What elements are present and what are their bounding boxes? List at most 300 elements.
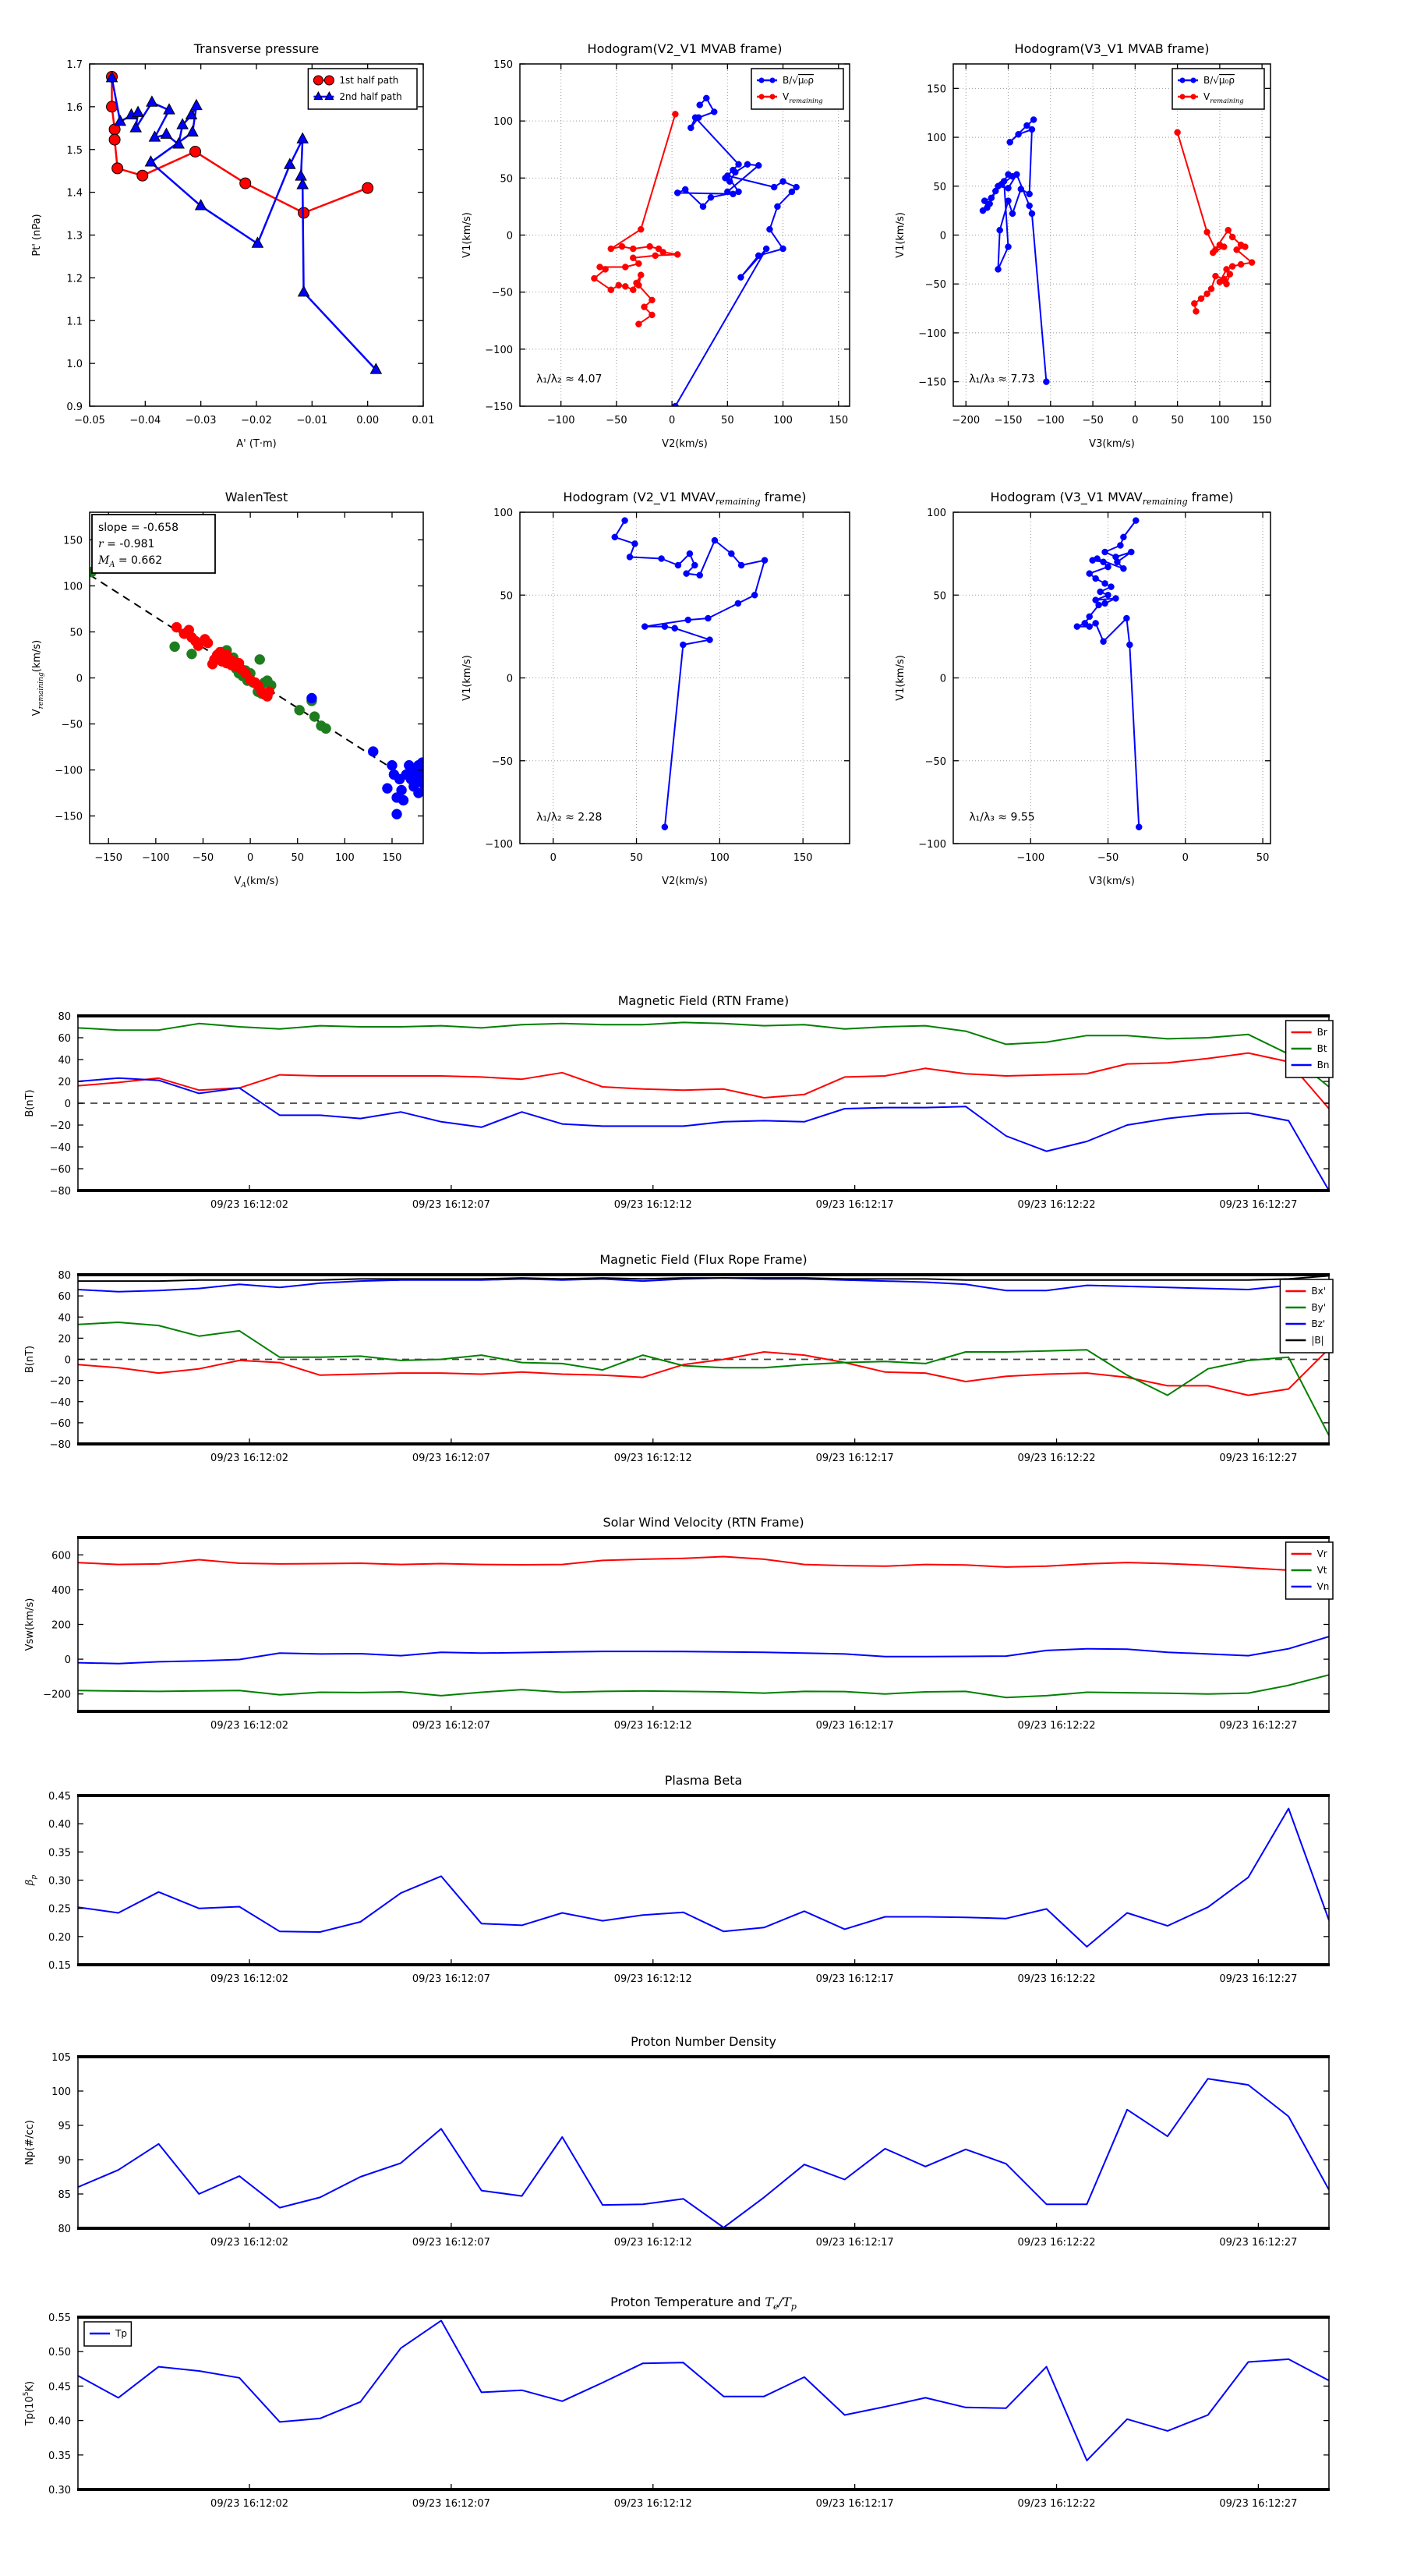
- xtick-label: 09/23 16:12:22: [1017, 1720, 1096, 1732]
- marker-B: [736, 189, 742, 195]
- xtick-label: 09/23 16:12:02: [210, 1453, 289, 1464]
- marker-B: [700, 203, 706, 210]
- marker-Vremaining: [641, 304, 648, 310]
- ytick-label: 20: [58, 1077, 71, 1088]
- chart-vsw: [24, 1515, 1333, 1732]
- ytick-label: 100: [493, 116, 513, 129]
- ytick-label: −100: [485, 839, 513, 851]
- ytick-label: −150: [55, 811, 83, 823]
- marker-red-pts: [264, 687, 274, 697]
- legend: [1280, 1279, 1333, 1353]
- series-group: [980, 116, 1255, 384]
- marker-B: [995, 266, 1002, 272]
- marker-1st half path: [240, 178, 251, 189]
- x-axis-label: A' (T·m): [236, 438, 277, 450]
- xtick-label: 150: [382, 852, 402, 864]
- marker-Vremaining: [622, 264, 628, 270]
- chart-p4: [31, 490, 430, 890]
- marker-1st half path: [112, 163, 123, 174]
- marker-V: [1128, 549, 1134, 555]
- x-axis-label: V2(km/s): [662, 876, 708, 887]
- marker-V: [1112, 596, 1119, 602]
- ytick-label: 0: [64, 1654, 71, 1667]
- marker-V: [1074, 624, 1080, 630]
- xtick-label: 09/23 16:12:17: [815, 1720, 894, 1732]
- ytick-label: 1.6: [66, 101, 83, 114]
- y-axis-label: V1(km/s): [895, 212, 906, 258]
- xtick-label: 09/23 16:12:07: [412, 1199, 490, 1211]
- ytick-label: −200: [43, 1689, 71, 1701]
- series-line-beta_p: [78, 1809, 1329, 1947]
- marker-Vremaining: [591, 275, 597, 281]
- stats-line: slope = -0.658: [98, 522, 179, 534]
- xtick-label: −100: [1036, 415, 1065, 426]
- annotation: λ₁/λ₂ ≈ 4.07: [536, 373, 603, 386]
- xtick-label: 100: [709, 852, 730, 864]
- marker-2nd half path: [297, 133, 308, 143]
- marker-Vremaining: [672, 111, 678, 117]
- chart-title: Proton Number Density: [631, 2034, 776, 2049]
- xtick-label: 09/23 16:12:12: [613, 1199, 692, 1211]
- marker-Vremaining: [603, 266, 609, 272]
- marker-B: [766, 226, 772, 232]
- ytick-label: 0.45: [48, 1791, 71, 1803]
- legend-label: |B|: [1311, 1335, 1324, 1346]
- marker-B: [730, 191, 736, 197]
- ytick-label: 90: [58, 2155, 71, 2167]
- marker-V: [1102, 549, 1108, 555]
- x-axis-label: $V_A(km/s)$: [234, 876, 279, 890]
- marker-V: [1105, 592, 1111, 598]
- ytick-label: 0.50: [48, 2347, 71, 2359]
- marker-B: [737, 274, 744, 281]
- series-line-Bn: [78, 1078, 1329, 1191]
- marker-Vremaining: [1229, 264, 1235, 270]
- marker-V: [1114, 559, 1120, 565]
- xtick-label: 09/23 16:12:27: [1219, 2237, 1298, 2249]
- xtick-label: 09/23 16:12:02: [210, 1720, 289, 1732]
- ytick-label: −100: [55, 765, 83, 777]
- ytick-label: 400: [51, 1584, 71, 1597]
- ytick-label: 0.25: [48, 1903, 71, 1916]
- series-line-2nd half path: [112, 78, 376, 370]
- ytick-label: 1.3: [66, 230, 83, 242]
- marker-B: [988, 195, 995, 201]
- ytick-label: −50: [924, 279, 946, 292]
- chart-title: Hodogram(V2_V1 MVAB frame): [587, 41, 783, 56]
- marker-Vremaining: [635, 282, 641, 288]
- marker-Vremaining: [1175, 129, 1181, 136]
- marker-green-pts: [309, 712, 320, 722]
- ytick-label: 0: [64, 1099, 71, 1110]
- marker-Vremaining: [1249, 260, 1255, 266]
- marker-B: [780, 246, 786, 252]
- marker-B: [1005, 185, 1012, 191]
- marker-B: [724, 172, 730, 179]
- marker-B: [736, 161, 742, 168]
- marker-Vremaining: [630, 255, 636, 261]
- series-line-B: [983, 120, 1046, 382]
- chart-mag_rtn: [24, 993, 1333, 1211]
- legend-label: 2nd half path: [339, 91, 402, 102]
- xtick-label: 0: [550, 852, 557, 864]
- stats-line: $M_A = 0.662$: [98, 554, 163, 569]
- axes-frame: [78, 1796, 1329, 1965]
- xtick-label: 09/23 16:12:17: [815, 1973, 894, 1985]
- xtick-label: 50: [1256, 852, 1270, 864]
- marker-2nd half path: [191, 100, 202, 110]
- ytick-label: 0.40: [48, 1819, 71, 1831]
- chart-p5: [461, 490, 850, 887]
- y-axis-label: B(nT): [24, 1345, 36, 1374]
- xtick-label: −50: [606, 415, 627, 426]
- marker-V: [675, 562, 681, 568]
- marker-1st half path: [190, 146, 201, 157]
- marker-V: [612, 534, 618, 540]
- ytick-label: −40: [49, 1396, 71, 1409]
- marker-2nd half path: [196, 200, 207, 210]
- chart-np: [24, 2034, 1330, 2249]
- marker-B: [780, 179, 786, 185]
- ytick-label: −60: [49, 1164, 71, 1176]
- chart-p2: [461, 41, 850, 450]
- marker-Vremaining: [1225, 227, 1232, 233]
- ytick-label: 0.30: [48, 2485, 71, 2496]
- marker-2nd half path: [147, 96, 157, 106]
- legend-label: 1st half path: [339, 75, 399, 86]
- marker-2nd half path: [252, 237, 263, 247]
- series-line-Vr: [78, 1555, 1329, 1570]
- marker-B: [997, 227, 1003, 233]
- chart-tp: [23, 2295, 1330, 2510]
- marker-B: [687, 125, 694, 131]
- xtick-label: 09/23 16:12:12: [613, 2237, 692, 2249]
- xtick-label: 0.00: [356, 415, 380, 426]
- ytick-label: −100: [918, 327, 946, 340]
- xtick-label: −150: [994, 415, 1023, 426]
- ytick-label: 0.9: [66, 402, 83, 413]
- marker-Vremaining: [608, 246, 614, 252]
- ytick-label: 105: [51, 2052, 71, 2064]
- xtick-label: −0.04: [129, 415, 161, 426]
- ytick-label: −40: [49, 1142, 71, 1154]
- xtick-label: 09/23 16:12:02: [210, 1199, 289, 1211]
- xtick-label: 0: [668, 415, 676, 426]
- y-axis-label: $V_{remaining}(km/s)$: [31, 639, 45, 717]
- marker-2nd half path: [295, 170, 306, 180]
- marker-V: [1096, 602, 1102, 608]
- series-group: [78, 2320, 1329, 2461]
- marker-V: [1126, 642, 1133, 648]
- marker-V: [687, 550, 693, 557]
- ytick-label: 50: [933, 181, 946, 193]
- legend: [1172, 69, 1264, 109]
- marker-V: [672, 625, 678, 632]
- chart-mag_fr: [24, 1252, 1333, 1464]
- ytick-label: 0.15: [48, 1960, 71, 1972]
- marker-green-pts: [321, 724, 331, 734]
- xtick-label: 09/23 16:12:12: [613, 1973, 692, 1985]
- ytick-label: −50: [491, 287, 513, 299]
- ytick-label: 80: [58, 1270, 71, 1282]
- axes-frame: [78, 2057, 1329, 2228]
- ytick-label: 0.30: [48, 1875, 71, 1888]
- chart-title: Magnetic Field (RTN Frame): [617, 993, 790, 1008]
- marker-V: [1133, 518, 1139, 524]
- marker-B: [774, 203, 780, 210]
- legend-label: Bt: [1316, 1043, 1327, 1054]
- chart-title: Magnetic Field (Flux Rope Frame): [599, 1252, 808, 1267]
- legend-label: Bz': [1311, 1318, 1326, 1329]
- xtick-label: 09/23 16:12:22: [1017, 2237, 1096, 2249]
- ytick-label: 1.5: [66, 144, 83, 157]
- marker-Vremaining: [1234, 246, 1240, 253]
- marker-B: [1043, 379, 1049, 385]
- marker-B: [1027, 191, 1033, 197]
- axes-frame: [953, 64, 1270, 406]
- xtick-label: 09/23 16:12:07: [412, 1453, 490, 1464]
- marker-blue-pts: [420, 770, 430, 780]
- axes-frame: [953, 512, 1270, 844]
- marker-V: [1087, 614, 1093, 620]
- ytick-label: 100: [493, 508, 513, 519]
- marker-B: [711, 108, 717, 115]
- series-line-Vremaining: [594, 114, 677, 324]
- marker-Vremaining: [630, 287, 636, 293]
- marker-B: [755, 162, 762, 168]
- marker-Vremaining: [647, 243, 653, 249]
- xtick-label: 09/23 16:12:07: [412, 1973, 490, 1985]
- xtick-label: 09/23 16:12:02: [210, 1973, 289, 1985]
- chart-p3: [895, 41, 1272, 450]
- ytick-label: 150: [63, 535, 83, 547]
- marker-B: [708, 194, 714, 200]
- marker-B: [1005, 244, 1012, 250]
- marker-B: [981, 198, 988, 204]
- marker-V: [1105, 564, 1111, 570]
- ytick-label: 100: [51, 2086, 71, 2098]
- marker-green-pts: [255, 654, 265, 664]
- marker-B: [682, 186, 688, 193]
- ytick-label: −150: [918, 377, 946, 389]
- ytick-label: 0: [939, 230, 946, 242]
- marker-B: [1013, 172, 1020, 178]
- ytick-label: 150: [493, 59, 513, 71]
- y-axis-label: $Tp(10^5K)$: [23, 2380, 36, 2426]
- marker-V: [735, 600, 741, 607]
- marker-Vremaining: [1227, 271, 1233, 278]
- xtick-label: −100: [1016, 852, 1045, 864]
- ytick-label: −60: [49, 1417, 71, 1430]
- marker-Vremaining: [616, 282, 622, 288]
- xtick-label: 09/23 16:12:07: [412, 2498, 490, 2510]
- ytick-label: 1.2: [66, 273, 83, 285]
- xtick-label: 09/23 16:12:12: [613, 1453, 692, 1464]
- y-axis-label: Np(#/cc): [24, 2120, 36, 2165]
- marker-V: [659, 556, 665, 562]
- marker-Vremaining: [660, 249, 666, 255]
- xtick-label: 09/23 16:12:22: [1017, 2498, 1096, 2510]
- marker-blue-pts: [398, 795, 408, 805]
- marker-Vremaining: [674, 251, 680, 257]
- marker-Vremaining: [622, 283, 628, 289]
- series-line-Bz': [78, 1278, 1329, 1328]
- xtick-label: 0: [246, 852, 254, 864]
- marker-B: [1009, 211, 1016, 217]
- marker-V: [622, 518, 628, 524]
- xtick-label: −200: [952, 415, 981, 426]
- marker-B: [697, 102, 703, 108]
- ytick-label: 200: [51, 1619, 71, 1632]
- chart-title: Transverse pressure: [193, 41, 320, 56]
- legend: [84, 2322, 131, 2346]
- marker-B: [995, 183, 1002, 189]
- axes-frame: [78, 2317, 1329, 2489]
- xtick-label: 100: [1210, 415, 1230, 426]
- chart-beta: [24, 1773, 1330, 1985]
- marker-B: [1007, 139, 1013, 145]
- marker-Vremaining: [638, 272, 644, 278]
- ytick-label: 50: [933, 590, 946, 603]
- legend-label: Bx': [1311, 1286, 1327, 1297]
- x-axis-label: V3(km/s): [1089, 438, 1135, 450]
- xtick-label: 50: [630, 852, 643, 864]
- xtick-label: 09/23 16:12:02: [210, 2237, 289, 2249]
- series-group: [78, 1809, 1329, 1947]
- legend-label: B/√μ₀ρ: [783, 75, 814, 86]
- marker-Vremaining: [1204, 229, 1210, 235]
- marker-Vremaining: [635, 321, 641, 327]
- ytick-label: 80: [58, 2224, 71, 2235]
- marker-Vremaining: [1208, 285, 1214, 292]
- marker-V: [1123, 615, 1129, 621]
- marker-V: [705, 615, 711, 621]
- legend-label: Vr: [1316, 1548, 1327, 1559]
- xtick-label: 09/23 16:12:27: [1219, 1453, 1298, 1464]
- xtick-label: 150: [1252, 415, 1272, 426]
- marker-V: [662, 824, 668, 830]
- ytick-label: 95: [58, 2121, 71, 2132]
- annotation: λ₁/λ₂ ≈ 2.28: [536, 811, 603, 824]
- xtick-label: 09/23 16:12:07: [412, 2237, 490, 2249]
- marker-B: [732, 169, 738, 175]
- marker-red-pts: [203, 638, 213, 648]
- legend-label: Tp: [115, 2328, 127, 2339]
- ytick-label: 0: [76, 673, 83, 685]
- ytick-label: 100: [927, 508, 946, 519]
- annotation: λ₁/λ₃ ≈ 7.73: [969, 373, 1035, 386]
- xtick-label: 100: [773, 415, 793, 426]
- xtick-label: 09/23 16:12:17: [815, 1199, 894, 1211]
- marker-2nd half path: [133, 107, 143, 117]
- marker-V: [751, 592, 758, 598]
- y-axis-label: Pt' (nPa): [31, 214, 43, 257]
- marker-V: [662, 624, 668, 630]
- xtick-label: 100: [334, 852, 355, 864]
- chart-title: Hodogram (V3_V1 $MVAV_{remaining}$ frame): [990, 490, 1234, 507]
- ytick-label: 0.40: [48, 2415, 71, 2428]
- xtick-label: 09/23 16:12:17: [815, 1453, 894, 1464]
- xtick-label: −100: [546, 415, 575, 426]
- xtick-label: 0: [1182, 852, 1189, 864]
- marker-V: [684, 571, 690, 577]
- xtick-label: 09/23 16:12:12: [613, 1720, 692, 1732]
- marker-V: [1097, 589, 1104, 595]
- marker-Vremaining: [1212, 273, 1218, 279]
- xtick-label: 09/23 16:12:17: [815, 2237, 894, 2249]
- xtick-label: −0.02: [241, 415, 272, 426]
- marker-V: [631, 540, 638, 547]
- ytick-label: −80: [49, 1186, 71, 1198]
- marker-Vremaining: [1191, 300, 1197, 306]
- legend: [751, 69, 843, 109]
- marker-B: [763, 246, 769, 252]
- chart-title: Hodogram (V2_V1 $MVAV_{remaining}$ frame): [563, 490, 807, 507]
- ytick-label: 150: [927, 83, 946, 96]
- ytick-label: 100: [63, 581, 83, 593]
- ytick-label: 600: [51, 1550, 71, 1562]
- marker-2nd half path: [187, 126, 198, 136]
- legend-label: Vt: [1316, 1565, 1327, 1576]
- xtick-label: 0: [1132, 415, 1139, 426]
- ytick-label: −80: [49, 1439, 71, 1451]
- xtick-label: −50: [192, 852, 214, 864]
- xtick-label: −100: [142, 852, 170, 864]
- ytick-label: −100: [485, 344, 513, 356]
- marker-2nd half path: [161, 129, 171, 139]
- marker-2nd half path: [299, 286, 309, 296]
- marker-Vremaining: [1193, 308, 1199, 314]
- ytick-label: 40: [58, 1055, 71, 1067]
- legend: [1286, 1021, 1333, 1077]
- ytick-label: −50: [61, 719, 83, 731]
- xtick-label: 50: [1171, 415, 1184, 426]
- xtick-label: 09/23 16:12:22: [1017, 1199, 1096, 1211]
- chart-title: Plasma Beta: [664, 1773, 743, 1788]
- y-axis-label: V1(km/s): [461, 212, 473, 258]
- ytick-label: −150: [485, 402, 513, 413]
- marker-2nd half path: [146, 156, 157, 166]
- ytick-label: 60: [58, 1033, 71, 1045]
- marker-V: [680, 642, 686, 648]
- stats-line: r = -0.981: [98, 538, 155, 550]
- legend-label: B/√μ₀ρ: [1203, 75, 1235, 86]
- series-line-|B|: [78, 1276, 1329, 1281]
- marker-B: [1023, 122, 1030, 129]
- marker-B: [744, 161, 751, 168]
- marker-blue-pts: [368, 746, 378, 756]
- marker-B: [726, 179, 733, 185]
- marker-Vremaining: [597, 264, 603, 270]
- ytick-label: 0: [939, 673, 946, 685]
- ytick-label: 1.1: [66, 316, 83, 328]
- xtick-label: 09/23 16:12:07: [412, 1720, 490, 1732]
- series-group: [107, 71, 382, 373]
- series-line-Vt: [78, 1675, 1329, 1697]
- series-line-By': [78, 1322, 1329, 1435]
- series-line-Br: [78, 1053, 1329, 1109]
- xtick-label: 150: [829, 415, 849, 426]
- marker-1st half path: [362, 182, 373, 193]
- xtick-label: 09/23 16:12:22: [1017, 1973, 1096, 1985]
- marker-V: [1101, 559, 1107, 565]
- ytick-label: 0: [506, 673, 513, 685]
- ytick-label: 50: [500, 590, 513, 603]
- ytick-label: 1.4: [66, 187, 83, 200]
- xtick-label: −150: [94, 852, 123, 864]
- legend-label: $V_{remaining}$: [1203, 91, 1244, 104]
- marker-blue-pts: [419, 780, 429, 790]
